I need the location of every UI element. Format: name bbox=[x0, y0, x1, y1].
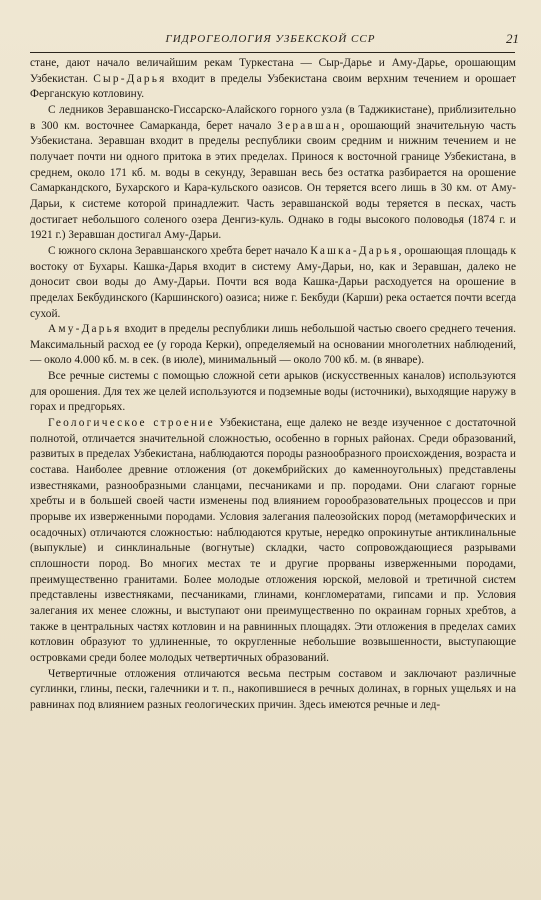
text-run: входит в пределы Узбекистана своим верхним течением и орошает Ферганскую котловину. bbox=[30, 72, 516, 101]
text-run: входит в пределы республики лишь небольшой частью своего среднего течения. Максимальный расход ее (у города Керки), определяемый на основании многолетних наблюдений, — около 4.000 кб. м. в сек. (в июле), минимальный — около 700 кб. м. (в январе). bbox=[30, 323, 516, 367]
spaced-term: Геологическое строение bbox=[48, 417, 215, 430]
paragraph bbox=[30, 369, 516, 416]
text-run: , орошающая площадь к востоку от Бухары. Кашка-Дарья входит в систему Аму-Дарьи, но, как и Зеравшан, далеко не доносит свои воды до Аму-Дарьи. Почти вся вода Кашка-Дарьи расходуется на орошение в пределах Бекбудинского (Каршинского) оазиса; ниже г. Бекбуди (Карши) река остается почти всегда сухой. bbox=[30, 244, 516, 320]
text-run: стане, дают начало величайшим рекам Туркестана — Сыр-Дарье и Аму-Дарье, орошающим Узбекистан. bbox=[30, 57, 516, 85]
paragraph bbox=[30, 667, 516, 714]
header-rule bbox=[30, 52, 515, 53]
spaced-term: Сыр-Дарья bbox=[93, 72, 167, 85]
text-run: Четвертичные отложения отличаются весьма пестрым составом и заключают различные суглинки, глины, пески, галечники и т. п., накопившиеся в речных долинах, в горных ущельях и на равнинах под влиянием разных геологических причин. Здесь имеются речные и лед- bbox=[30, 667, 516, 711]
running-title: ГИДРОГЕОЛОГИЯ УЗБЕКСКОЙ ССР bbox=[165, 33, 376, 45]
text-run: Все речные системы с помощью сложной сети арыков (искусственных каналов) используются для орошения. Для тех же целей используются и подземные воды (источники), выходящие наружу в горах и предгорьях. bbox=[30, 370, 516, 414]
text-run: , орошающий значительную часть Узбекистана. Зеравшан входит в пределы республики своим средним и нижним течением и не получает почти ни одного притока в этих пределах. Принося к восточной границе Узбекистана, в среднем, около 171 кб. м. воды в секунду, Зеравшан весь без остатка разбирается на орошение Самаркандского, Бухарского и Кара-кульского оазисов. Он теряется всего лишь в 30 км. от Аму-Дарьи, к системе которой принадлежит. Часть зеравшанской воды теряется в песках, часть достигает небольшого соленого озера Денгиз-куль. Однако в годы высокого половодья (1874 г. и 1921 г.) Зеравшан достигал Аму-Дарьи. bbox=[30, 119, 516, 242]
paragraph bbox=[30, 416, 516, 667]
paragraph bbox=[30, 322, 516, 369]
text-run: Узбекистана, еще далеко не везде изученное с достаточной полнотой, отличается значительной сложностью, особенно в горных районах. Среди образований, развитых в пределах Узбекистана, наблюдаются породы разнообразного происхождения, возраста и состава. Наиболее древние отложения (от докембрийских до каменноугольных) представлены известняками, разнообразными сланцами, песчаниками и пр. породами. Они слагают горные хребты и в большей своей части изменены под влиянием горообразовательных процессов и при прорыве их изверженными породами. Условия залегания палеозойских пород (метаморфических и осадочных) отличаются сложностью: наблюдаются крутые, нередко опрокинутые антиклинальные (выпуклые) и синклинальные (вогнутые) складки, часто сопровождающиеся разрывами сплошности пород. Во многих местах те и другие прорваны изверженными породами, преимущественно гранитами. Более молодые отложения юрской, меловой и третичной систем представлены известняками, песчаниками, глинами, конгломератами, гипсами и пр. Условия залегания их менее сложны, и выступают они преимущественно по окраинам горных хребтов, а также в центральных частях котловин и на равнинных площадях. Эти отложения в пределах самих котловин образуют то удлиненные, то округленные небольшие возвышенности, выступающие островками среди более молодых четвертичных образований. bbox=[30, 417, 516, 664]
paragraph bbox=[30, 56, 516, 103]
body-text bbox=[30, 56, 516, 714]
paragraph bbox=[30, 244, 516, 322]
page-number: 21 bbox=[506, 31, 519, 46]
spaced-term: Кашка-Дарья bbox=[310, 244, 399, 257]
paragraph bbox=[30, 103, 516, 244]
spaced-term: Аму-Дарья bbox=[48, 323, 122, 336]
spaced-term: Зеравшан bbox=[277, 119, 342, 132]
text-run: С ледников Зеравшанско-Гиссарско-Алайского горного узла (в Таджикистане), приблизительно в 300 км. восточнее Самарканда, берет начало bbox=[30, 103, 516, 132]
text-run: С южного склона Зеравшанского хребта берет начало bbox=[48, 244, 311, 257]
running-head bbox=[0, 30, 541, 52]
